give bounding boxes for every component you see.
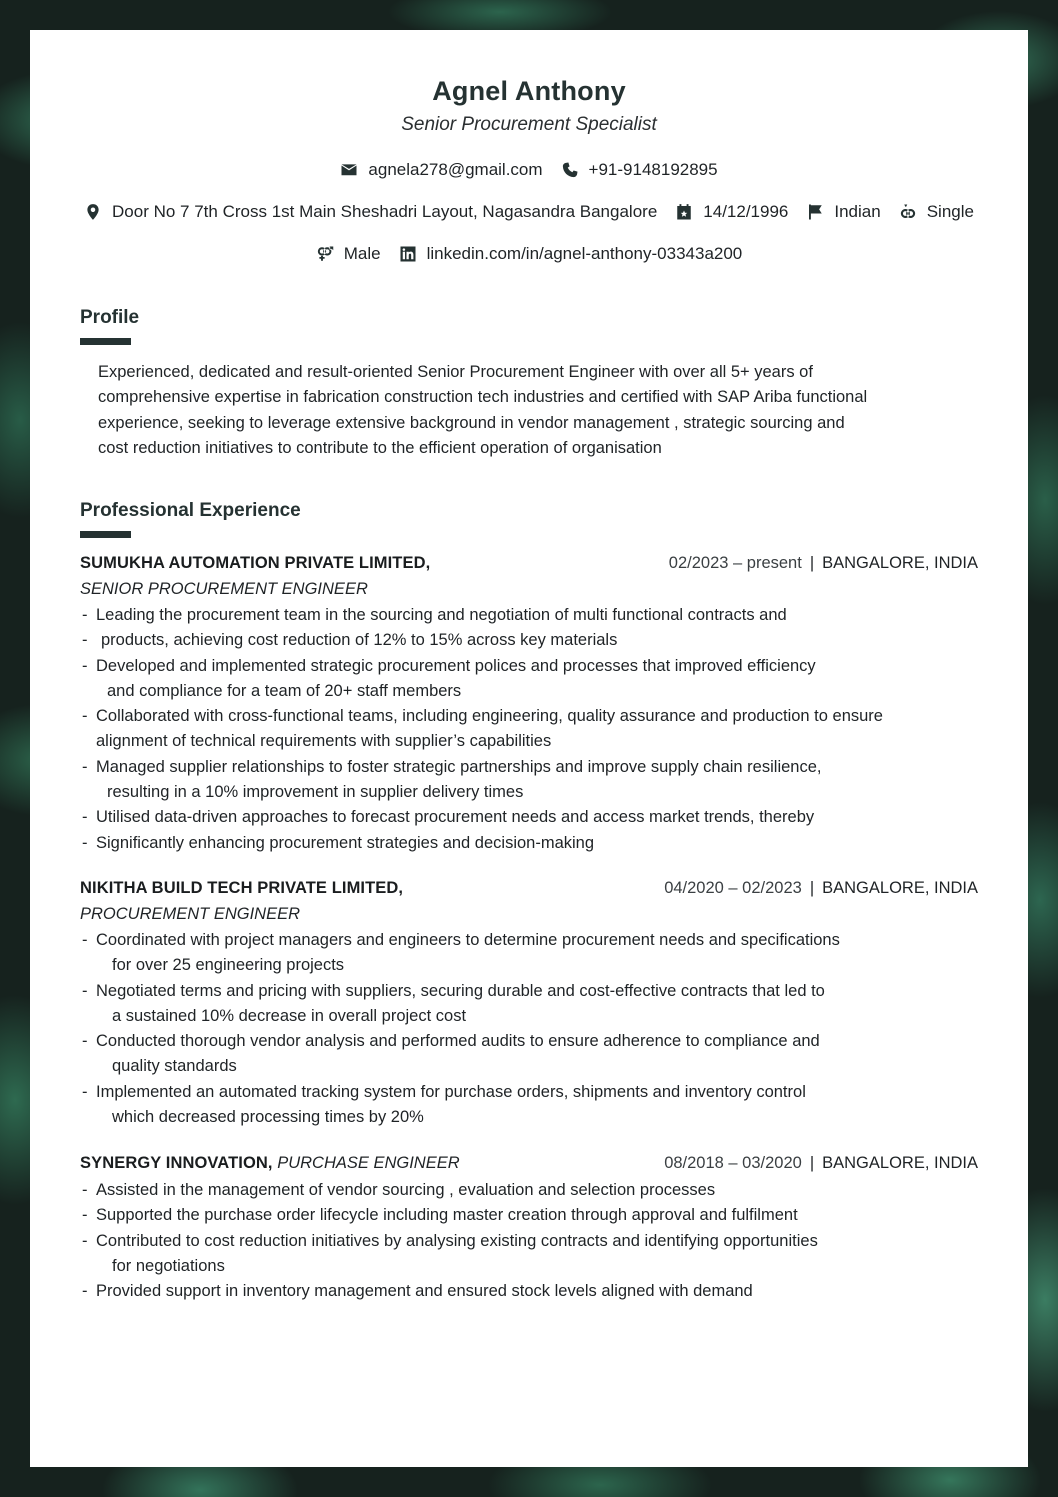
map-pin-icon [84,203,102,221]
bullet-item [80,1178,960,1203]
calendar-icon [675,203,693,221]
bullet-continuation: a sustained 10% decrease in overall project cost [112,1006,467,1025]
job-bullets [80,928,960,1130]
bullet-text: Managed supplier relationships to foster strategic partnerships and improve supply chain resilience, [96,757,822,776]
bullet-text: Supported the purchase order lifecycle including master creation through approval and fulfilment [96,1206,798,1225]
bullet-continuation: alignment of technical requirements with supplier’s capabilities [96,732,552,751]
bullet-dash: - [82,833,88,852]
bullet-dash: - [82,981,88,1000]
bullet-dash: - [82,1082,88,1101]
dob-text: 14/12/1996 [703,202,789,221]
profile-summary: Experienced, dedicated and result-oriented Senior Procurement Engineer with over all 5+ years of comprehensive expertise in fabrication construction tech industries and certified with SAP Ariba functional experience, seeking to leverage extensive background in vendor management , strategic sourcing and cost reduction initiatives to contribute to the efficient operation of organisation [98,363,868,457]
company-name: SYNERGY INNOVATION, [80,1154,273,1172]
contact-marital-status [899,202,974,222]
bullet-text: Implemented an automated tracking system for purchase orders, shipments and inventory control [96,1082,806,1101]
job-role: PURCHASE ENGINEER [277,1154,460,1172]
contact-address [84,202,657,222]
gender-text: Male [343,244,381,263]
job-meta [664,879,978,898]
bullet-item [80,928,960,979]
job-meta [669,554,978,573]
bullet-continuation: which decreased processing times by 20% [112,1108,424,1127]
bullet-text: Conducted thorough vendor analysis and performed audits to ensure adherence to compliance and [96,1032,820,1051]
bullet-continuation: for over 25 engineering projects [112,956,345,975]
experience-heading: Professional Experience [80,500,301,521]
bullet-dash: - [82,631,88,650]
bullet-dash: - [82,1181,88,1199]
bullet-text: Collaborated with cross-functional teams, including engineering, quality assurance and production to ensure [96,707,883,726]
contact-row-1 [30,160,1028,180]
contact-nationality [806,202,880,222]
meta-separator: | [809,554,815,572]
email-text: agnela278@gmail.com [368,160,543,179]
bullet-item [80,603,960,628]
bullet-item [80,979,960,1030]
bullet-text: Coordinated with project managers and engineers to determine procurement needs and specifications [96,931,840,949]
bullet-text: Assisted in the management of vendor sourcing , evaluation and selection processes [96,1181,716,1199]
bullet-item [80,654,960,705]
bullet-dash: - [82,1206,88,1225]
contact-dob [675,202,788,222]
bullet-continuation: quality standards [112,1057,237,1076]
flag-icon [806,203,824,221]
gender-icon [316,245,334,263]
job-location: BANGALORE, INDIA [822,1154,978,1172]
bullet-text: Significantly enhancing procurement strategies and decision-making [96,833,595,852]
bullet-dash: - [82,1282,88,1301]
contact-email[interactable] [340,160,542,180]
bullet-item [80,1203,960,1228]
bullet-dash: - [82,808,88,827]
candidate-title: Senior Procurement Specialist [401,114,657,135]
job-header [80,554,978,573]
bullet-continuation: and compliance for a team of 20+ staff members [107,681,462,700]
marital-status-text: Single [926,202,974,221]
bullet-item [80,1029,960,1080]
bullet-dash: - [82,931,88,949]
bullet-dash: - [82,757,88,776]
bullet-text: Provided support in inventory management and ensured stock levels aligned with demand [96,1282,753,1301]
experience-heading-bar [80,531,131,538]
job-meta [664,1154,978,1173]
contact-phone[interactable] [561,160,718,180]
job-location: BANGALORE, INDIA [822,879,978,897]
job-dates: 08/2018 – 03/2020 [664,1154,802,1172]
job-location: BANGALORE, INDIA [822,554,978,572]
bullet-text: Developed and implemented strategic procurement polices and processes that improved efficiency [96,656,816,675]
job-dates: 04/2020 – 02/2023 [664,879,802,897]
bullet-item [80,1080,960,1131]
linkedin-text: linkedin.com/in/agnel-anthony-03343a200 [426,244,743,263]
bullet-item [80,628,960,653]
company-name: SUMUKHA AUTOMATION PRIVATE LIMITED, [80,554,431,572]
job-role: SENIOR PROCUREMENT ENGINEER [80,580,368,598]
bullet-item [80,704,960,755]
company-with-role [80,1154,460,1173]
bullet-text: Leading the procurement team in the sourcing and negotiation of multi functional contracts and [96,606,787,624]
job-role: PROCUREMENT ENGINEER [80,905,301,923]
bullet-continuation: resulting in a 10% improvement in supplier delivery times [107,783,524,802]
bullet-item [80,1229,960,1280]
bullet-dash: - [82,656,88,675]
profile-heading: Profile [80,307,140,328]
bullet-item [80,805,960,830]
resume-page [30,30,1028,1467]
bullet-dash: - [82,1231,88,1250]
bullet-item [80,1279,960,1304]
job-header [80,879,978,898]
contact-linkedin[interactable] [399,244,743,264]
nationality-text: Indian [834,202,881,221]
linkedin-icon [399,245,417,263]
profile-heading-bar [80,338,131,345]
company-name: NIKITHA BUILD TECH PRIVATE LIMITED, [80,879,404,897]
bullet-text: Utilised data-driven approaches to forecast procurement needs and access market trends, thereby [96,808,815,827]
meta-separator: | [809,1154,815,1172]
address-text: Door No 7 7th Cross 1st Main Sheshadri Layout, Nagasandra Bangalore [112,202,658,221]
job-header [80,1154,978,1173]
contact-gender [316,244,381,264]
bullet-text: Contributed to cost reduction initiatives by analysing existing contracts and identifying opportunities [96,1231,818,1250]
phone-text: +91-9148192895 [588,160,718,179]
bullet-dash: - [82,606,88,624]
rings-icon [899,203,917,221]
meta-separator: | [809,879,815,897]
bullet-dash: - [82,707,88,726]
job-dates: 02/2023 – present [668,554,802,572]
bullet-text: products, achieving cost reduction of 12% to 15% across key materials [101,631,618,650]
bullet-dash: - [82,1032,88,1051]
job-bullets [80,1178,960,1304]
bullet-text: Negotiated terms and pricing with suppliers, securing durable and cost-effective contracts that led to [96,981,825,1000]
bullet-item [80,831,960,856]
bullet-continuation: for negotiations [112,1256,225,1275]
phone-icon [561,161,579,179]
contact-row-2 [30,202,1028,222]
contact-row-3 [30,244,1028,264]
job-bullets [80,603,960,856]
bullet-item [80,755,960,806]
envelope-icon [340,161,358,179]
candidate-name: Agnel Anthony [432,76,626,106]
